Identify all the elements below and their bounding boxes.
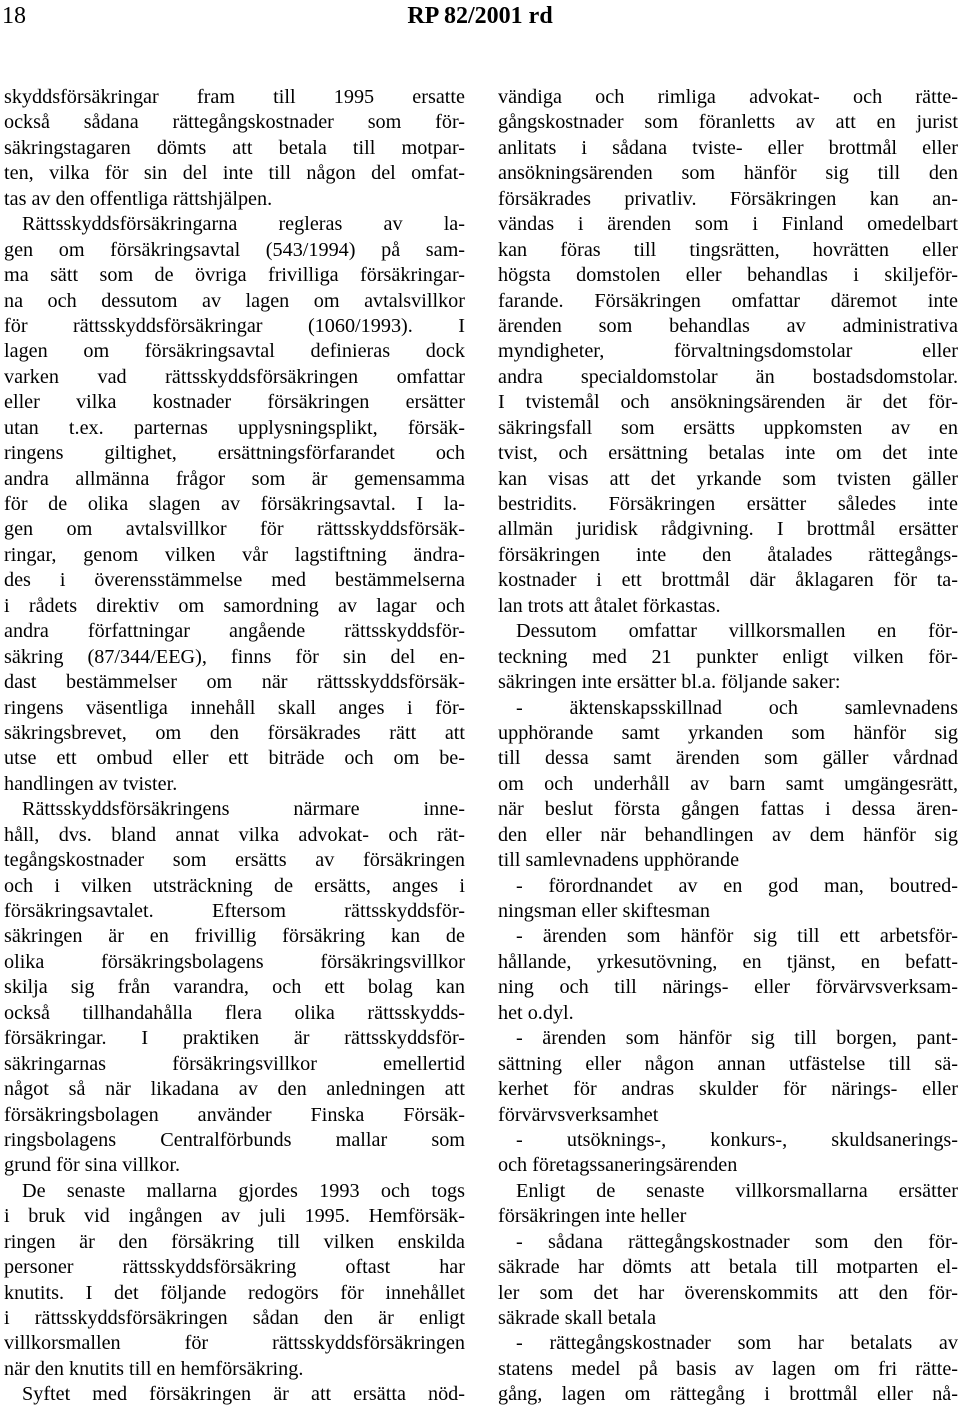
text-line: olika försäkringsbolagens försäkringsvillkor: [4, 950, 465, 973]
text-line: ringens väsentliga innehåll skall anges i för-: [4, 696, 465, 719]
text-line: kerhet för andras skulder för närings- eller: [498, 1078, 958, 1101]
text-line: sättning eller någon annan utfästelse till sä-: [498, 1052, 958, 1075]
text-line: skyddsförsäkringar fram till 1995 ersatte: [4, 86, 465, 108]
text-line: förvärvsverksamhet: [498, 1103, 659, 1126]
text-line: ning och till närings- eller förvärvsverksam-: [498, 976, 958, 999]
text-line: De senaste mallarna gjordes 1993 och togs: [22, 1179, 465, 1202]
text-line: andra författningar angående rättsskyddsför-: [4, 620, 465, 643]
text-line: och i vilken utsträckning de ersätts, anges i: [4, 874, 465, 897]
text-line: högsta domstolen eller behandlas i skiljeför-: [498, 264, 958, 287]
text-line: utan t.ex. parternas upplysningsplikt, försäk-: [4, 416, 465, 439]
text-line: ansökningsärenden som hänför sig till den: [498, 162, 958, 185]
text-line: des i överensstämmelse med bestämmelserna: [4, 569, 465, 592]
text-line: också sådana rättegångskostnader som för-: [4, 111, 465, 134]
text-line: försäkringar. I praktiken är rättsskyddsför-: [4, 1027, 465, 1050]
text-line: het o.dyl.: [498, 1001, 574, 1024]
text-line: för de olika slagen av försäkringsavtal. I la-: [4, 493, 465, 515]
text-line: andra allmänna frågor som är gemensamma: [4, 467, 465, 490]
text-line: vändiga och rimliga advokat- och rätte-: [498, 86, 958, 108]
text-line: kan visas att det yrkande som tvisten gäller: [498, 467, 958, 490]
text-line: utse ett ombud eller ett biträde och om be-: [4, 747, 465, 770]
text-line: allmän juridisk rådgivning. I brottmål ersätter: [498, 518, 958, 541]
text-line: Rättsskyddsförsäkringarna regleras av la-: [22, 213, 465, 236]
text-line: lagen om försäkringsavtal definieras dock: [4, 340, 465, 363]
text-line: - förordnandet av en god man, boutred-: [516, 874, 958, 897]
text-line: I tvistemål och ansökningsärenden är det för-: [498, 391, 958, 414]
text-line: knutits. I det följande redogörs för innehållet: [4, 1281, 465, 1304]
text-line: den eller när behandlingen av dem hänför sig: [498, 823, 958, 846]
text-line: Syftet med försäkringen är att ersätta nöd-: [22, 1383, 465, 1406]
text-line: - rättegångskostnader som har betalats av: [516, 1332, 958, 1355]
text-line: håll, dvs. bland annat vilka advokat- och rät-: [4, 823, 465, 846]
text-line: Rättsskyddsförsäkringens närmare inne-: [22, 798, 465, 821]
text-line: försäkringsbolagen använder Finska Försäk-: [4, 1103, 465, 1126]
text-line: gen om avtalsvillkor för rättsskyddsförsäk-: [4, 518, 465, 541]
text-line: Enligt de senaste villkorsmallarna ersätter: [516, 1179, 958, 1202]
text-line: också tillhandahålla flera olika rättsskydds-: [4, 1001, 465, 1024]
text-line: försäkringsavtalet. Eftersom rättsskyddsför-: [4, 900, 465, 922]
text-line: handlingen av tvister.: [4, 772, 178, 795]
text-line: säkringen är en frivillig försäkring kan de: [4, 925, 465, 948]
right-column: [498, 85, 958, 1408]
text-line: säkringsfall som ersätts uppkomsten av en: [498, 416, 958, 439]
text-line: säkringen inte ersätter bl.a. följande saker:: [498, 671, 841, 694]
text-line: säkring (87/344/EEG), finns för sin del en-: [4, 645, 465, 668]
text-line: - ärenden som hänför sig till ett arbetsför-: [516, 925, 958, 948]
text-line: ärenden som behandlas av administrativa: [498, 314, 958, 337]
text-line: anlitats i sådana tviste- eller brottmål eller: [498, 136, 958, 159]
text-line: säkringstagaren dömts att betala till motpar-: [4, 136, 465, 159]
text-line: ringsbolagens Centralförbunds mallar som: [4, 1128, 465, 1151]
text-line: tegångskostnader som ersätts av försäkringen: [4, 849, 465, 872]
text-line: personer rättsskyddsförsäkring oftast har: [4, 1256, 465, 1279]
text-line: upphörande samt yrkanden som hänför sig: [498, 721, 958, 744]
text-line: farande. Försäkringen omfattar däremot inte: [498, 289, 958, 312]
text-line: säkrade har dömts att betala till motparten el-: [498, 1256, 958, 1279]
text-line: för rättsskyddsförsäkringar (1060/1993). I: [4, 314, 465, 337]
text-line: villkorsmallen för rättsskyddsförsäkringen: [4, 1332, 465, 1355]
text-line: - äktenskapsskillnad och samlevnadens: [516, 696, 958, 719]
text-line: - ärenden som hänför sig till borgen, pant-: [516, 1027, 958, 1050]
text-line: försäkrades privatliv. Försäkringen kan an-: [498, 187, 958, 210]
text-line: i bruk vid ingången av juli 1995. Hemförsäk-: [4, 1205, 465, 1228]
text-line: något så när likadana av den anledningen att: [4, 1078, 465, 1101]
text-line: gång, lagen om rättegång i brottmål eller nå-: [498, 1383, 958, 1406]
text-line: ringen är den försäkring till vilken enskilda: [4, 1230, 465, 1253]
text-line: andra specialdomstolar än bostadsdomstolar.: [498, 365, 958, 388]
text-line: och företagssaneringsärenden: [498, 1154, 738, 1177]
text-line: statens medel på basis av lagen om fri rätte-: [498, 1357, 958, 1380]
text-line: säkringsbrevet, om den försäkrades rätt att: [4, 721, 465, 744]
text-line: tvist, och ersättning betalas inte om det inte: [498, 442, 958, 465]
text-line: ringens giltighet, ersättningsförfarandet och: [4, 442, 465, 465]
text-line: teckning med 21 punkter enligt vilken för-: [498, 645, 958, 668]
text-line: grund för sina villkor.: [4, 1154, 181, 1177]
text-line: ler som det har överenskommits att den för-: [498, 1281, 958, 1304]
text-line: till samlevnadens upphörande: [498, 849, 740, 872]
text-line: tas av den offentliga rättshjälpen.: [4, 187, 273, 210]
text-line: till dessa samt ärenden som gäller vårdnad: [498, 747, 958, 770]
text-line: hållande, yrkesutövning, en tjänst, en befatt-: [498, 950, 958, 973]
text-line: när den knutits till en hemförsäkring.: [4, 1357, 304, 1380]
text-line: gångskostnader som föranletts av att en jurist: [498, 111, 958, 134]
text-line: försäkringen inte heller: [498, 1205, 687, 1228]
text-line: kostnader i ett brottmål där åklagaren för ta-: [498, 569, 958, 592]
text-line: säkringarnas försäkringsvillkor emellertid: [4, 1052, 465, 1075]
text-line: myndigheter, förvaltningsdomstolar eller: [498, 340, 958, 363]
text-line: - sådana rättegångskostnader som den för-: [516, 1230, 958, 1253]
text-line: vändas i ärenden som i Finland omedelbart: [498, 213, 958, 236]
text-line: dast bestämmelser om när rättsskyddsförsäk-: [4, 671, 465, 694]
text-line: na och dessutom av lagen om avtalsvillkor: [4, 289, 465, 312]
page-number: 18: [2, 3, 26, 29]
text-line: lan trots att åtalet förkastas.: [498, 594, 721, 617]
text-line: ten, vilka för sin del inte till någon del omfat-: [4, 162, 465, 185]
left-column: [4, 85, 465, 1408]
text-line: - utsöknings-, konkurs-, skuldsanerings-: [516, 1128, 958, 1151]
text-line: i rådets direktiv om samordning av lagar och: [4, 594, 465, 617]
text-line: skilja sig från varandra, och ett bolag kan: [4, 976, 465, 999]
text-line: bestridits. Försäkringen ersätter således inte: [498, 493, 958, 515]
text-line: ma sätt som de övriga frivilliga försäkringar-: [4, 264, 465, 287]
text-line: ringar, genom vilken vår lagstiftning ändra-: [4, 543, 465, 566]
text-line: varken vad rättsskyddsförsäkringen omfattar: [4, 365, 465, 388]
text-line: Dessutom omfattar villkorsmallen en för-: [516, 620, 958, 643]
text-line: om och underhåll av barn samt umgängesrätt,: [498, 772, 958, 795]
text-line: säkrade skall betala: [498, 1307, 657, 1329]
text-line: när beslut första gången fattas i dessa ären-: [498, 798, 958, 821]
document-id: RP 82/2001 rd: [407, 3, 553, 29]
text-line: ningsman eller skiftesman: [498, 900, 710, 922]
text-line: kan föras till tingsrätten, hovrätten eller: [498, 238, 958, 261]
text-line: gen om försäkringsavtal (543/1994) på sam-: [4, 238, 465, 261]
text-line: försäkringen inte den åtalades rättegångs-: [498, 543, 958, 566]
text-line: i rättsskyddsförsäkringen sådan den är enligt: [4, 1307, 465, 1329]
text-line: eller vilka kostnader försäkringen ersätter: [4, 391, 465, 414]
